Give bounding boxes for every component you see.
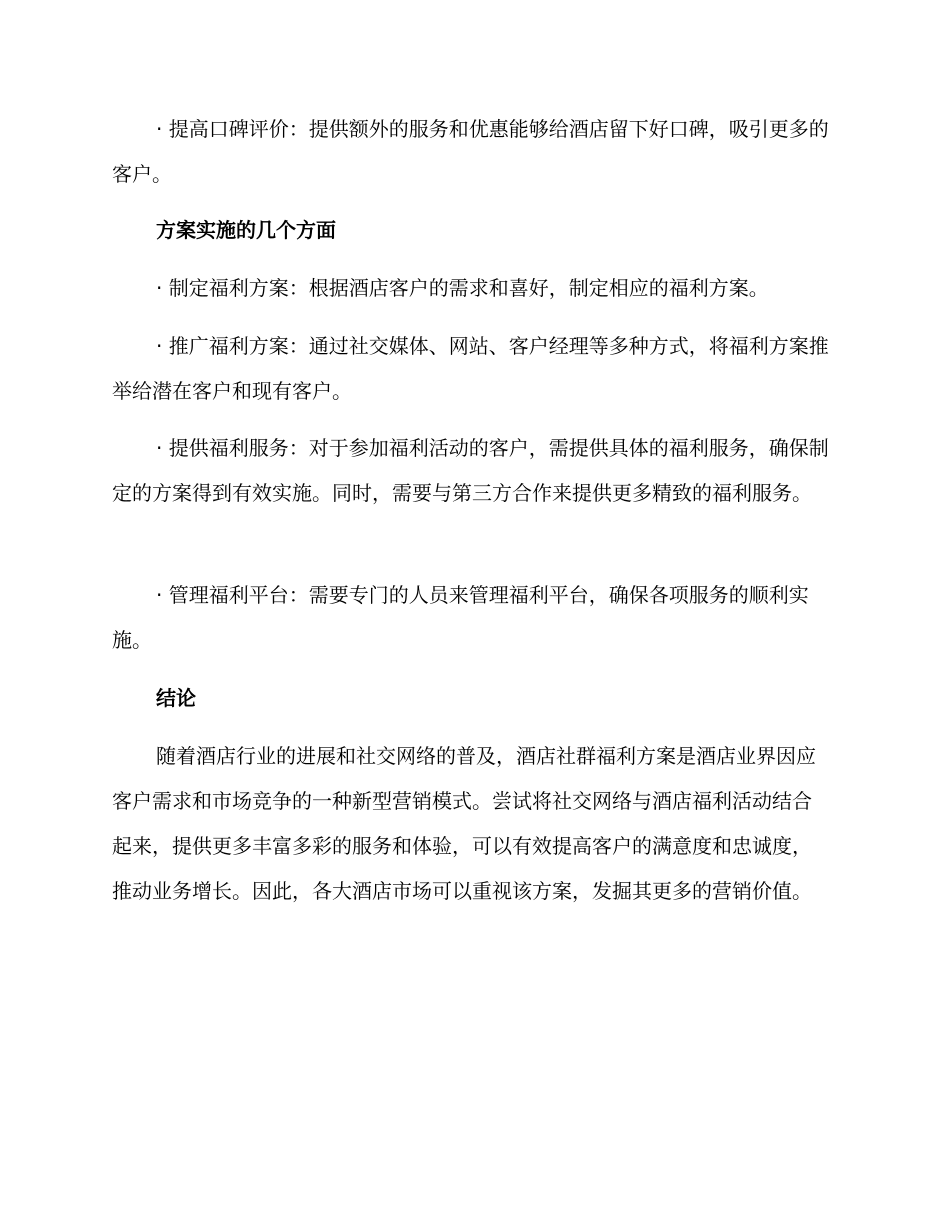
paragraph-service-provision: · 提供福利服务：对于参加福利活动的客户，需提供具体的福利服务，确保制定的方案得到有效实施。同时，需要与第三方合作来提供更多精致的福利服务。 xyxy=(112,436,829,505)
heading-conclusion: 结论 xyxy=(156,686,196,710)
paragraph-plan-promotion: · 推广福利方案：通过社交媒体、网站、客户经理等多种方式，将福利方案推举给潜在客户和现有客户。 xyxy=(112,334,829,403)
paragraph-plan-design: · 制定福利方案：根据酒店客户的需求和喜好，制定相应的福利方案。 xyxy=(156,276,769,300)
paragraph-reputation: · 提高口碑评价：提供额外的服务和优惠能够给酒店留下好口碑，吸引更多的客户。 xyxy=(112,117,829,186)
heading-implementation: 方案实施的几个方面 xyxy=(156,218,336,242)
paragraph-platform-management: · 管理福利平台：需要专门的人员来管理福利平台，确保各项服务的顺利实施。 xyxy=(112,583,809,652)
paragraph-conclusion: 随着酒店行业的进展和社交网络的普及，酒店社群福利方案是酒店业界因应客户需求和市场竞争的一种新型营销模式。尝试将社交网络与酒店福利活动结合起来，提供更多丰富多彩的服务和体验，可以有效提高客户的满意度和忠诚度，推动业务增长。因此，各大酒店市场可以重视该方案，发掘其更多的营销价值。 xyxy=(112,744,816,903)
